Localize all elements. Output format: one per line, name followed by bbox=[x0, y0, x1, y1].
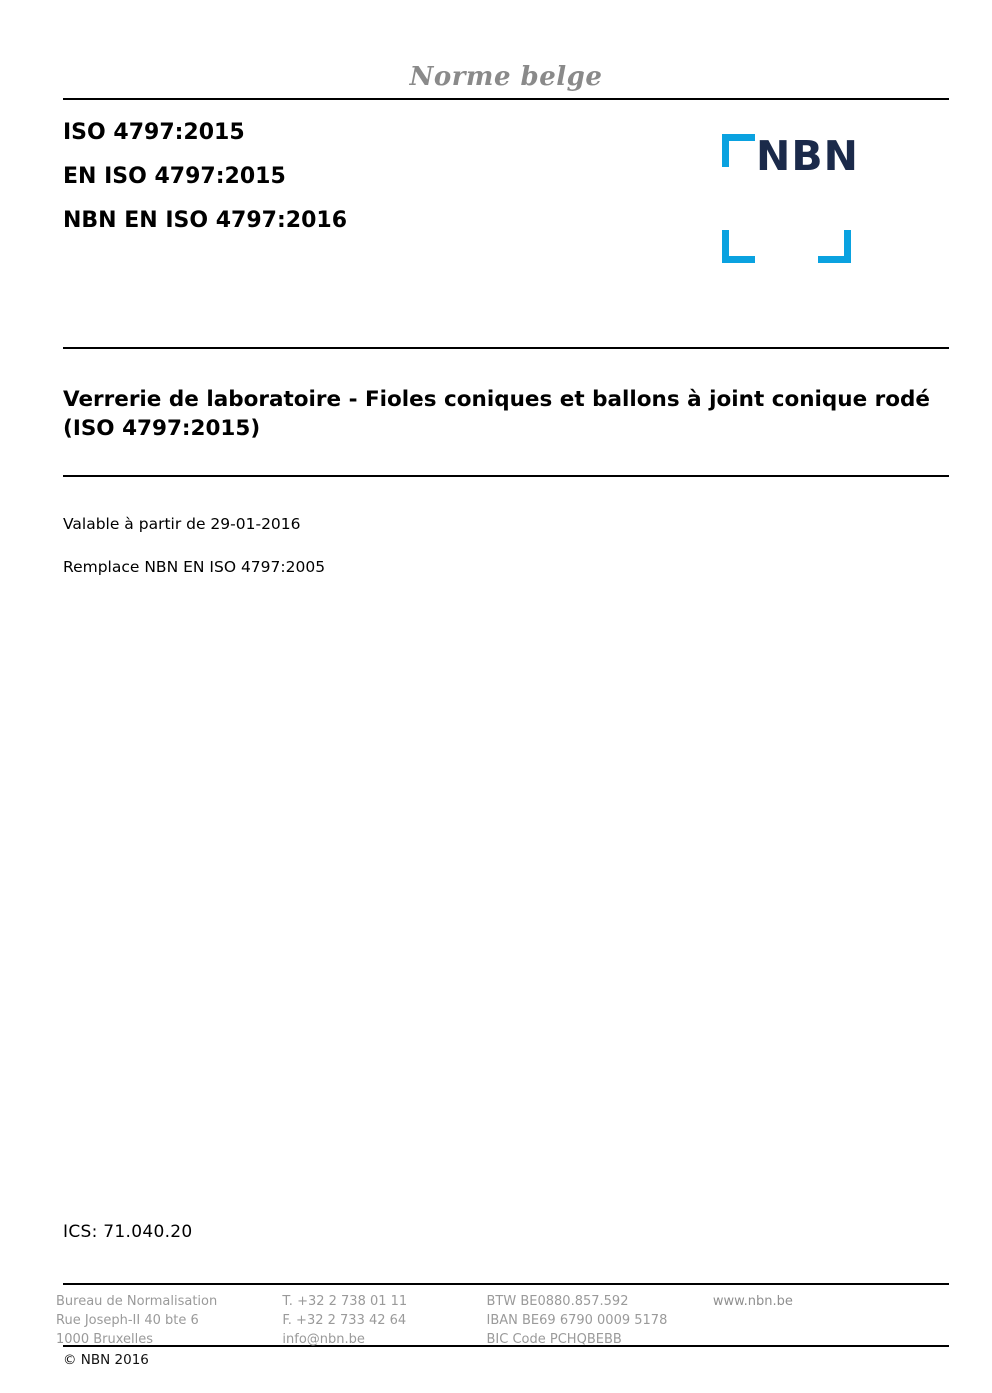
page-content bbox=[63, 0, 949, 1393]
logo-corner-bottom-left-icon bbox=[722, 230, 755, 263]
address-line-3: 1000 Bruxelles bbox=[56, 1331, 154, 1347]
reference-nbn-en-iso: NBN EN ISO 4797:2016 bbox=[63, 208, 348, 233]
nbn-logo bbox=[684, 122, 944, 282]
footer-contact bbox=[282, 1293, 486, 1350]
document-kind-heading: Norme belge bbox=[409, 62, 603, 92]
footer-divider-top bbox=[63, 1283, 949, 1285]
reference-iso: ISO 4797:2015 bbox=[63, 120, 245, 145]
ics-code: ICS: 71.040.20 bbox=[63, 1222, 193, 1242]
replaces-text: Remplace NBN EN ISO 4797:2005 bbox=[63, 557, 326, 576]
copyright-text: © NBN 2016 bbox=[63, 1352, 149, 1368]
logo-wordmark: NBN bbox=[756, 132, 859, 180]
standard-reference-list bbox=[63, 122, 347, 254]
bank-vat: BTW BE0880.857.592 bbox=[486, 1294, 629, 1309]
footer-address bbox=[56, 1293, 282, 1350]
contact-email[interactable]: info@nbn.be bbox=[282, 1331, 365, 1347]
website-link[interactable]: www.nbn.be bbox=[712, 1294, 793, 1309]
page-title: Verrerie de laboratoire - Fioles coniques et ballons à joint conique rodé (ISO 4797:2015) bbox=[63, 387, 931, 442]
footer-website bbox=[713, 1293, 886, 1350]
address-line-1: Bureau de Normalisation bbox=[56, 1294, 218, 1309]
bank-iban: IBAN BE69 6790 0009 5178 bbox=[486, 1312, 668, 1328]
logo-corner-bottom-right-icon bbox=[818, 230, 851, 263]
address-line-2: Rue Joseph-II 40 bte 6 bbox=[56, 1312, 199, 1328]
bank-bic: BIC Code PCHQBEBB bbox=[486, 1331, 622, 1347]
contact-phone: T. +32 2 738 01 11 bbox=[282, 1294, 408, 1309]
metadata-block bbox=[63, 477, 949, 576]
logo-corner-top-left-icon bbox=[722, 134, 755, 167]
footer-bank-details bbox=[487, 1293, 713, 1350]
reference-and-logo-row bbox=[63, 100, 949, 347]
valid-from-text: Valable à partir de 29-01-2016 bbox=[63, 515, 301, 534]
reference-en-iso: EN ISO 4797:2015 bbox=[63, 164, 286, 189]
footer bbox=[56, 1293, 886, 1350]
contact-fax: F. +32 2 733 42 64 bbox=[282, 1312, 407, 1328]
